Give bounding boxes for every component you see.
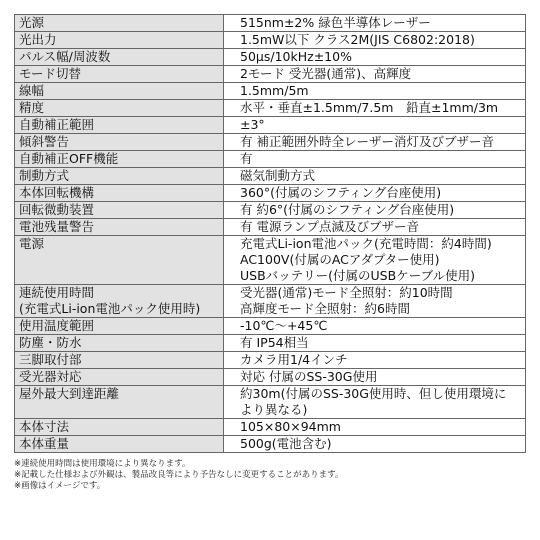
spec-row <box>15 32 526 49</box>
spec-value <box>224 202 526 219</box>
spec-value-line: AC100V(付属のACアダプター使用) <box>240 252 440 267</box>
spec-label <box>15 369 224 386</box>
spec-value-line: 充電式Li-ion電池パック(充電時間：約4時間) <box>240 236 492 251</box>
spec-table-body <box>15 15 526 453</box>
spec-value-line: 有 電源ランプ点滅及びブザー音 <box>240 219 419 234</box>
spec-label <box>15 66 224 83</box>
spec-label <box>15 134 224 151</box>
spec-value-line: 対応 付属のSS-30G使用 <box>240 369 378 384</box>
spec-value-line: USBバッテリー(付属のUSBケーブル使用) <box>240 268 475 283</box>
spec-value-line: 有 約6°(付属のシフティング台座使用) <box>240 202 455 217</box>
spec-value <box>224 151 526 168</box>
spec-label <box>15 352 224 369</box>
spec-label-line: 本体回転機構 <box>19 185 95 200</box>
spec-label-line: 自動補正範囲 <box>19 117 95 132</box>
spec-row <box>15 151 526 168</box>
spec-label-line: 回転微動装置 <box>19 202 95 217</box>
spec-value <box>224 318 526 335</box>
spec-label-line: 電池残量警告 <box>19 219 95 234</box>
spec-value <box>224 236 526 285</box>
spec-row <box>15 168 526 185</box>
spec-label <box>15 219 224 236</box>
spec-value-line: 受光器(通常)モード全照射：約10時間 <box>240 285 453 300</box>
spec-label <box>15 32 224 49</box>
spec-row <box>15 369 526 386</box>
spec-value-line: 高輝度モード全照射：約6時間 <box>240 301 410 316</box>
spec-label-line: 連続使用時間 <box>19 285 95 300</box>
spec-label <box>15 318 224 335</box>
spec-row <box>15 185 526 202</box>
spec-value-line: ±3° <box>240 117 265 132</box>
spec-value <box>224 168 526 185</box>
spec-label <box>15 49 224 66</box>
spec-value <box>224 66 526 83</box>
spec-label <box>15 335 224 352</box>
spec-value <box>224 15 526 32</box>
spec-row <box>15 219 526 236</box>
spec-row <box>15 202 526 219</box>
spec-value <box>224 49 526 66</box>
spec-label-line: 傾斜警告 <box>19 134 70 149</box>
spec-label <box>15 202 224 219</box>
spec-value-line: 360°(付属のシフティング台座使用) <box>240 185 442 200</box>
spec-row <box>15 352 526 369</box>
spec-value-line: 500g(電池含む) <box>240 436 332 451</box>
spec-row <box>15 285 526 318</box>
spec-row <box>15 335 526 352</box>
spec-row <box>15 49 526 66</box>
spec-row <box>15 436 526 453</box>
spec-value-line: 1.5mm/5m <box>240 83 309 98</box>
spec-value <box>224 352 526 369</box>
spec-row <box>15 419 526 436</box>
spec-value-line: カメラ用1/4インチ <box>240 352 348 367</box>
spec-label-line: 線幅 <box>19 83 45 98</box>
spec-label <box>15 100 224 117</box>
spec-table <box>14 14 526 453</box>
spec-value <box>224 32 526 49</box>
spec-label-line: 本体寸法 <box>19 419 70 434</box>
spec-value <box>224 419 526 436</box>
spec-label-line: 精度 <box>19 100 45 115</box>
spec-value-line: 有 補正範囲外時全レーザー消灯及びブザー音 <box>240 134 494 149</box>
spec-value-line: 1.5mW以下 クラス2M(JIS C6802:2018) <box>240 32 475 47</box>
spec-row <box>15 386 526 419</box>
spec-label-line: 制動方式 <box>19 168 70 183</box>
spec-value-line: 有 IP54相当 <box>240 335 309 350</box>
spec-label <box>15 436 224 453</box>
spec-label-line: 三脚取付部 <box>19 352 82 367</box>
spec-value-line: より異なる) <box>240 402 308 417</box>
spec-label <box>15 419 224 436</box>
spec-row <box>15 134 526 151</box>
spec-value-line: 約30m(付属のSS-30G使用時、但し使用環境に <box>240 386 507 401</box>
spec-label <box>15 285 224 318</box>
spec-label <box>15 15 224 32</box>
spec-label-line: 電源 <box>19 236 45 251</box>
spec-label-line: 自動補正OFF機能 <box>19 151 119 166</box>
spec-label-line: 屋外最大到達距離 <box>19 386 120 401</box>
spec-label-line: パルス幅/周波数 <box>19 49 111 64</box>
spec-value-line: 105×80×94mm <box>240 419 341 434</box>
spec-label-line: 防塵・防水 <box>19 335 82 350</box>
spec-label <box>15 117 224 134</box>
spec-label <box>15 236 224 285</box>
spec-label-line: (充電式Li-ion電池パック使用時) <box>19 301 201 316</box>
spec-row <box>15 117 526 134</box>
spec-value <box>224 83 526 100</box>
spec-row <box>15 15 526 32</box>
spec-row <box>15 318 526 335</box>
spec-value-line: 515nm±2% 緑色半導体レーザー <box>240 15 431 30</box>
spec-value <box>224 335 526 352</box>
spec-value <box>224 285 526 318</box>
spec-label <box>15 168 224 185</box>
spec-value-line: 2モード 受光器(通常)、高輝度 <box>240 66 412 81</box>
spec-label-line: 本体重量 <box>19 436 70 451</box>
footnote: ※記載した仕様および外観は、製品改良等により予告なしに変更することがあります。 <box>14 470 344 480</box>
spec-label <box>15 386 224 419</box>
spec-label-line: 光出力 <box>19 32 57 47</box>
spec-value <box>224 219 526 236</box>
spec-value-line: 有 <box>240 151 253 166</box>
spec-value <box>224 369 526 386</box>
spec-label-line: モード切替 <box>19 66 82 81</box>
spec-value <box>224 134 526 151</box>
spec-value <box>224 100 526 117</box>
footnote: ※連続使用時間は使用環境により異なります。 <box>14 459 191 469</box>
spec-value <box>224 117 526 134</box>
spec-value-line: 磁気制動方式 <box>240 168 316 183</box>
spec-label <box>15 83 224 100</box>
spec-label <box>15 151 224 168</box>
spec-label-line: 使用温度範囲 <box>19 318 95 333</box>
spec-value-line: -10℃～+45℃ <box>240 318 328 333</box>
footnote: ※画像はイメージです。 <box>14 481 106 491</box>
spec-value <box>224 386 526 419</box>
spec-value-line: 水平・垂直±1.5mm/7.5m 鉛直±1mm/3m <box>240 100 499 115</box>
spec-row <box>15 100 526 117</box>
spec-label <box>15 185 224 202</box>
spec-value <box>224 436 526 453</box>
spec-label-line: 受光器対応 <box>19 369 82 384</box>
spec-value <box>224 185 526 202</box>
spec-row <box>15 236 526 285</box>
spec-sheet <box>14 14 526 492</box>
spec-row <box>15 83 526 100</box>
spec-value-line: 50μs/10kHz±10% <box>240 49 352 64</box>
spec-label-line: 光源 <box>19 15 45 30</box>
spec-row <box>15 66 526 83</box>
footnotes <box>14 459 526 492</box>
